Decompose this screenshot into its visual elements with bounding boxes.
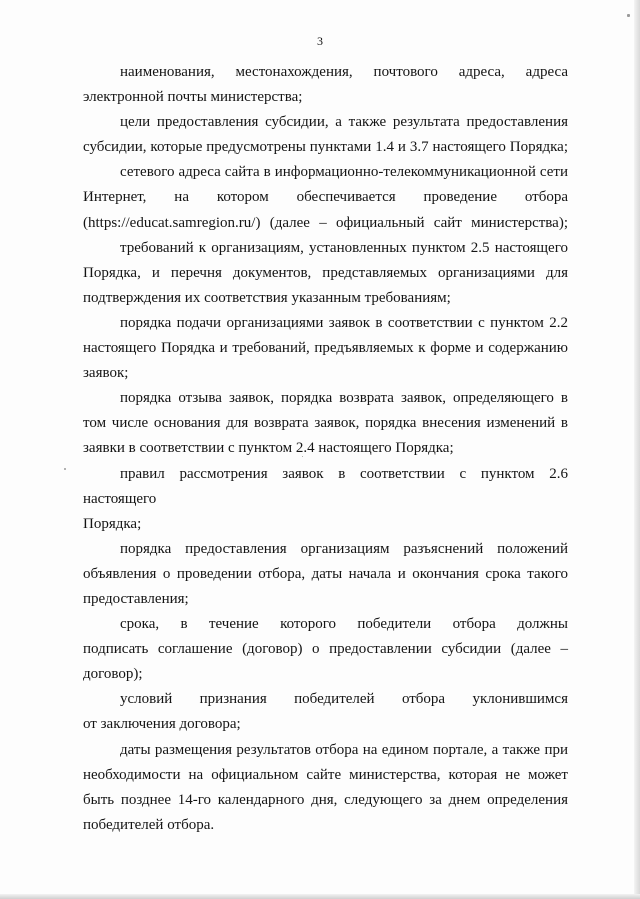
paragraph-application-submission [83,311,568,386]
paragraph-review-rules [83,462,568,537]
scan-speck [302,456,303,457]
text-line: условий признания победителей отбора уклонившимся [120,691,568,708]
text-line: быть позднее 14-го календарного дня, следующего за днем определения [83,791,568,808]
scan-edge-right [634,0,640,899]
text-line: (https://educat.samregion.ru/) (далее – официальный сайт министерства); [83,214,568,231]
text-line: подписать соглашение (договор) о предоставлении субсидии (далее – [83,641,568,658]
text-line: том числе основания для возврата заявок, порядка внесения изменений в [83,415,568,432]
text-line: порядка отзыва заявок, порядка возврата заявок, определяющего в [120,390,568,407]
page-number: 3 [317,34,323,48]
paragraph-application-withdrawal [83,386,568,461]
text-line: цели предоставления субсидии, а также результата предоставления [120,114,568,131]
paragraph-agreement-deadline [83,612,568,687]
paragraph-ministry-name-address [83,60,568,110]
text-line: срока, в течение которого победители отбора должны [120,616,568,633]
scan-speck [64,468,66,470]
text-line: субсидии, которые предусмотрены пунктами 1.4 и 3.7 настоящего Порядка; [83,139,568,156]
text-line: даты размещения результатов отбора на едином портале, а также при [120,741,568,758]
paragraph-organization-requirements [83,236,568,311]
text-line: предоставления; [83,590,189,607]
paragraph-results-publication [83,738,568,838]
text-line: электронной почты министерства; [83,89,303,106]
text-line: сетевого адреса сайта в информационно-телекоммуникационной сети [120,164,568,181]
paragraph-subsidy-goals [83,110,568,160]
scan-speck [627,14,630,17]
text-line: Порядка, и перечня документов, представляемых организациями для [83,264,568,281]
text-line: наименования, местонахождения, почтового адреса, адреса [120,64,568,80]
text-line: подтверждения их соответствия указанным требованиям; [83,289,451,306]
text-line: порядка подачи организациями заявок в соответствии с пунктом 2.2 [120,314,568,331]
paragraph-clarifications [83,537,568,612]
text-line: Интернет, на котором обеспечивается проведение отбора [83,189,568,206]
text-line: договор); [83,666,143,683]
text-line: необходимости на официальном сайте министерства, которая не может [83,766,568,783]
text-line: правил рассмотрения заявок в соответствии с пунктом 2.6 настоящего [83,465,568,507]
text-line: победителей отбора. [83,816,215,833]
text-line: заявки в соответствии с пунктом 2.4 настоящего Порядка; [83,440,454,457]
paragraph-website-address [83,160,568,235]
text-line: требований к организациям, установленных пунктом 2.5 настоящего [120,239,568,256]
text-line: заявок; [83,365,129,382]
text-line: объявления о проведении отбора, даты начала и окончания срока такого [83,565,568,582]
document-body [83,60,568,838]
scan-edge-bottom [0,894,640,899]
text-line: от заключения договора; [83,716,241,733]
text-line: порядка предоставления организациям разъяснений положений [120,540,568,557]
text-line: Порядка; [83,515,142,532]
paragraph-evasion-conditions [83,687,568,737]
text-line: настоящего Порядка и требований, предъявляемых к форме и содержанию [83,340,568,357]
